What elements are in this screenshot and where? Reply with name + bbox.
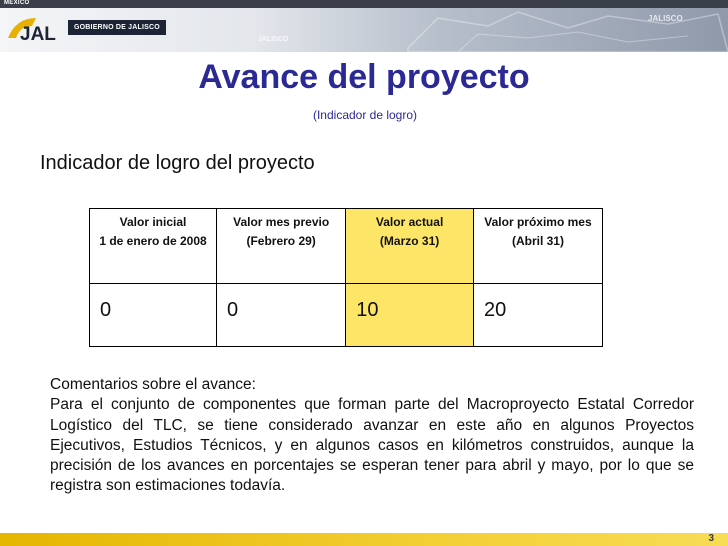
header-top-strip: [0, 0, 728, 8]
column-header-date: 1 de enero de 2008: [99, 234, 207, 248]
indicator-table: [89, 208, 603, 347]
page-subtitle: [0, 108, 728, 122]
jalisco-logo-icon: [6, 14, 70, 44]
column-header-label: Valor próximo mes: [484, 215, 592, 229]
initial-value-cell: 0: [90, 284, 217, 347]
next-month-value-cell: 20: [473, 284, 602, 347]
column-header-label: Valor mes previo: [233, 215, 330, 229]
comments-label: Comentarios sobre el avance:: [50, 376, 256, 393]
column-header-label: Valor actual: [375, 215, 444, 229]
footer-bar: [0, 533, 728, 546]
column-header-current-value: [346, 209, 474, 284]
current-value-cell: 10: [346, 284, 474, 347]
page-number: 3: [708, 533, 714, 544]
column-header-date: (Abril 31): [511, 234, 564, 248]
watermark-label: JALISCO: [258, 36, 289, 43]
table-header-row: [90, 209, 603, 284]
column-header-date: (Febrero 29): [246, 234, 316, 248]
column-header-label: Valor inicial: [119, 215, 187, 229]
logo-text: JAL: [20, 24, 56, 44]
comments-block: [50, 375, 694, 497]
page-title: Avance del proyecto: [198, 58, 530, 96]
watermark-label: JALISCO: [648, 14, 683, 23]
header-banner: [0, 0, 728, 52]
country-label: MÉXICO: [4, 0, 30, 6]
column-header-date: (Marzo 31): [379, 234, 440, 248]
column-header-next-month: [473, 209, 602, 284]
government-label: GOBIERNO DE JALISCO: [68, 20, 166, 35]
comments-text: Para el conjunto de componentes que forman parte del Macroproyecto Estatal Corredor Logístico del TLC, se tiene considerado avanzar en este año en algunos Proyectos Ejecutivos, Estudios Técnicos, y en algunos casos en kilómetros construidos, aunque la precisión de los avances en porcentajes se esperan tener para abril y mayo, por lo que se registra son estimaciones todavía.: [50, 396, 694, 495]
section-heading: Indicador de logro del proyecto: [40, 152, 315, 174]
previous-month-value-cell: 0: [217, 284, 346, 347]
column-header-previous-month: [217, 209, 346, 284]
table-value-row: [90, 284, 603, 347]
page-subtitle-text: (Indicador de logro): [312, 108, 418, 122]
column-header-initial-value: [90, 209, 217, 284]
